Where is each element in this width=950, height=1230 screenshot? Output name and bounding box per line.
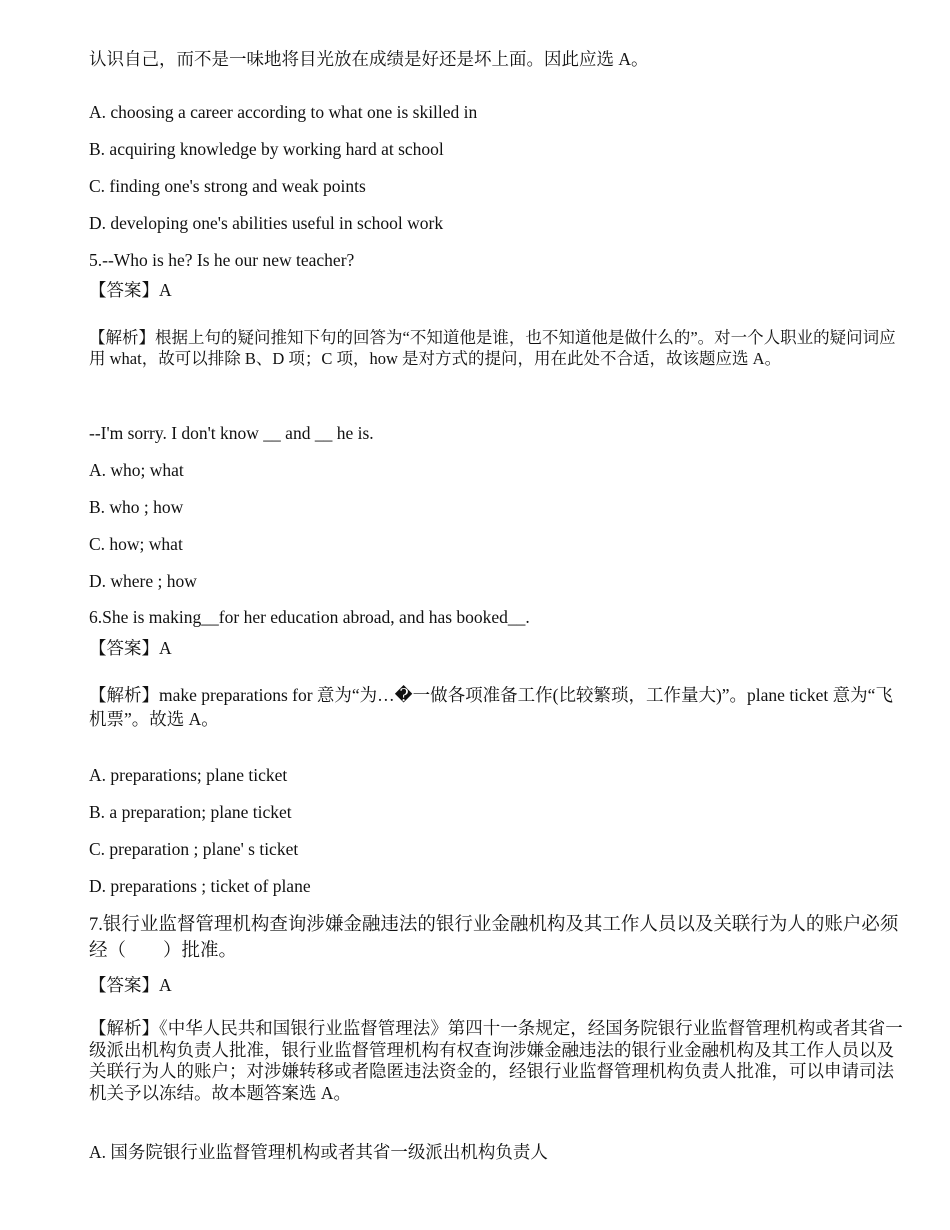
q5-option-c: C. how; what xyxy=(89,534,183,554)
q6-option-c: C. preparation ; plane' s ticket xyxy=(89,839,299,859)
q5-analysis: 【解析】根据上句的疑问推知下句的回答为“不知道他是谁，也不知道他是做什么的”。对一个人职业的疑问词应用 what，故可以排除 B、D 项；C 项，how 是对方式的提问，用在此处不合适，故该题应选 A。 xyxy=(89,328,896,368)
q6-option-d: D. preparations ; ticket of plane xyxy=(89,876,311,896)
q6-stem: 6.She is making__for her education abroad, and has booked__. xyxy=(89,607,530,627)
q6-option-b: B. a preparation; plane ticket xyxy=(89,802,292,822)
q7-option-a: A. 国务院银行业监督管理机构或者其省一级派出机构负责人 xyxy=(89,1142,548,1162)
q7-answer: 【答案】A xyxy=(89,975,172,995)
q6-analysis: 【解析】make preparations for 意为“为…�一做各项准备工作(比较繁琐，工作量大)”。plane ticket 意为“飞机票”。故选 A。 xyxy=(89,685,893,729)
q4-option-a: A. choosing a career according to what one is skilled in xyxy=(89,102,478,122)
q5-option-b: B. who ; how xyxy=(89,497,184,517)
q6-answer: 【答案】A xyxy=(89,638,172,658)
q5-answer: 【答案】A xyxy=(89,280,172,300)
intro-line: 认识自己，而不是一味地将目光放在成绩是好还是坏上面。因此应选 A。 xyxy=(89,49,649,69)
q5-stem: 5.--Who is he? Is he our new teacher? xyxy=(89,250,355,270)
q4-option-c: C. finding one's strong and weak points xyxy=(89,176,366,196)
q5-dialogue: --I'm sorry. I don't know __ and __ he is. xyxy=(89,423,374,443)
q5-option-d: D. where ; how xyxy=(89,571,197,591)
q6-option-a: A. preparations; plane ticket xyxy=(89,765,288,785)
q4-option-b: B. acquiring knowledge by working hard at school xyxy=(89,139,444,159)
q7-analysis: 【解析】《中华人民共和国银行业监督管理法》第四十一条规定，经国务院银行业监督管理机构或者其省一级派出机构负责人批准，银行业监督管理机构有权查询涉嫌金融违法的银行业金融机构及其工作人员以及关联行为人的账户；对涉嫌转移或者隐匿违法资金的，经银行业监督管理机构负责人批准，可以申请司法机关予以冻结。故本题答案选 A。 xyxy=(89,1018,903,1103)
q5-option-a: A. who; what xyxy=(89,460,184,480)
q4-option-d: D. developing one's abilities useful in school work xyxy=(89,213,444,233)
q7-stem: 7.银行业监督管理机构查询涉嫌金融违法的银行业金融机构及其工作人员以及关联行为人的账户必须经（ ）批准。 xyxy=(89,915,899,961)
